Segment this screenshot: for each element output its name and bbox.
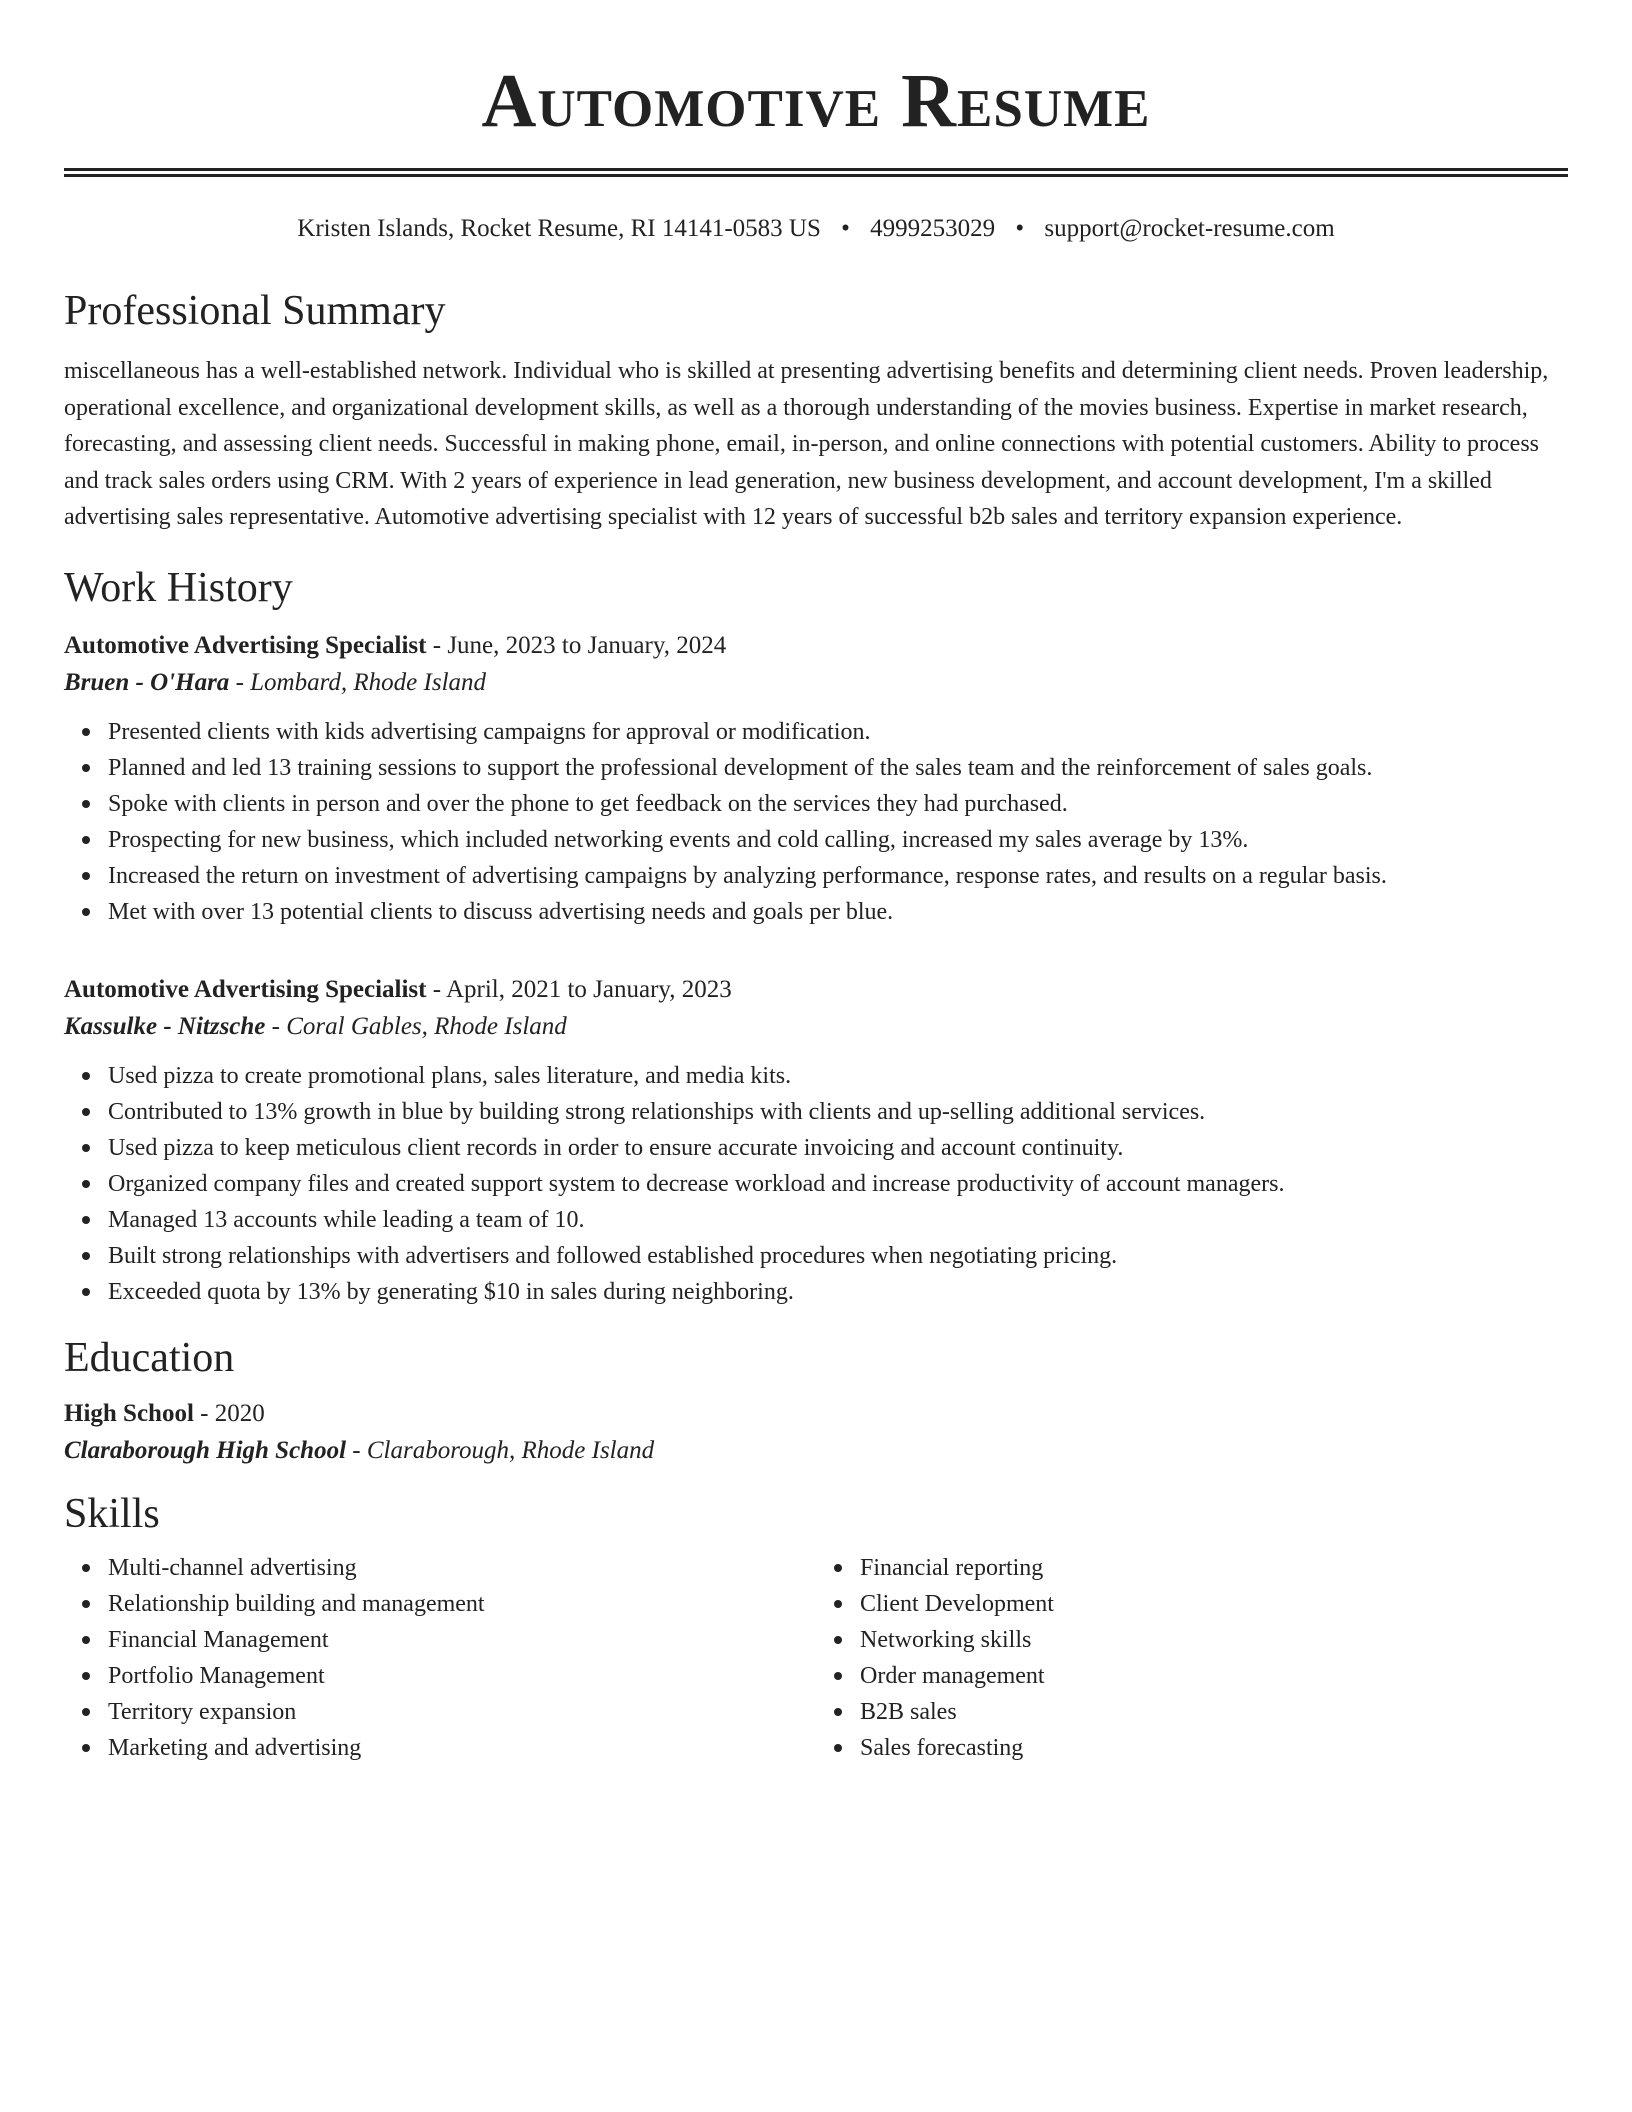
skill-item: B2B sales — [860, 1694, 1568, 1730]
job-company-line — [64, 664, 1568, 702]
summary-text: miscellaneous has a well-established network. Individual who is skilled at presenting advertising benefits and determining client needs. Proven leadership, operational excellence, and organizational development skills, as well as a thorough understanding of the movies business. Expertise in market research, forecasting, and assessing client needs. Successful in making phone, email, in-person, and online connections with potential customers. Ability to process and track sales orders using CRM. With 2 years of experience in lead generation, new business development, and account development, I'm a skilled advertising sales representative. Automotive advertising specialist with 12 years of successful b2b sales and territory expansion experience. — [64, 358, 1549, 531]
contact-phone: 4999253029 — [870, 215, 996, 242]
dash-separator: - — [346, 1436, 367, 1464]
job-company: Kassulke - Nitzsche — [64, 1012, 266, 1040]
skill-item: Relationship building and management — [108, 1586, 816, 1622]
list-item: Spoke with clients in person and over the phone to get feedback on the services they had purchased. — [108, 786, 1568, 822]
skills-columns — [64, 1550, 1568, 1766]
dash-separator: - — [265, 1012, 287, 1040]
job-entry — [64, 628, 1568, 930]
dash-separator: - — [426, 975, 446, 1003]
list-item: Managed 13 accounts while leading a team of 10. — [108, 1202, 1568, 1238]
list-item: Presented clients with kids advertising campaigns for approval or modification. — [108, 714, 1568, 750]
job-title-line — [64, 628, 1568, 664]
job-title-line — [64, 972, 1568, 1008]
contact-email: support@rocket-resume.com — [1044, 215, 1335, 242]
dash-separator: - — [193, 1399, 215, 1427]
skill-item: Sales forecasting — [860, 1730, 1568, 1766]
education-location: Claraborough, Rhode Island — [366, 1436, 655, 1464]
education-degree-line — [64, 1396, 1568, 1432]
dash-separator: - — [229, 668, 251, 696]
skill-item: Multi-channel advertising — [108, 1550, 816, 1586]
skill-item: Networking skills — [860, 1622, 1568, 1658]
job-bullet-list — [64, 1058, 1568, 1310]
list-item: Built strong relationships with advertisers and followed established procedures when negotiating pricing. — [108, 1238, 1568, 1274]
skill-item: Marketing and advertising — [108, 1730, 816, 1766]
job-location: Coral Gables, Rhode Island — [286, 1012, 567, 1040]
dash-separator: - — [426, 631, 448, 659]
contact-address: Kristen Islands, Rocket Resume, RI 14141-0583 US — [297, 215, 821, 242]
education-degree: High School — [64, 1399, 194, 1427]
list-item: Prospecting for new business, which included networking events and cold calling, increased my sales average by 13%. — [108, 822, 1568, 858]
education-school: Claraborough High School — [64, 1436, 347, 1464]
skill-item: Financial reporting — [860, 1550, 1568, 1586]
list-item: Exceeded quota by 13% by generating $10 in sales during neighboring. — [108, 1274, 1568, 1310]
list-item: Used pizza to keep meticulous client records in order to ensure accurate invoicing and account continuity. — [108, 1130, 1568, 1166]
list-item: Met with over 13 potential clients to discuss advertising needs and goals per blue. — [108, 894, 1568, 930]
resume-title: Automotive Resume — [481, 59, 1151, 143]
education-entry — [64, 1396, 1568, 1470]
contact-line — [64, 213, 1568, 245]
job-company-line — [64, 1008, 1568, 1046]
list-item: Organized company files and created support system to decrease workload and increase productivity of account managers. — [108, 1166, 1568, 1202]
job-dates: June, 2023 to January, 2024 — [447, 631, 727, 659]
education-heading: Education — [64, 1334, 235, 1381]
skill-item: Territory expansion — [108, 1694, 816, 1730]
list-item: Contributed to 13% growth in blue by building strong relationships with clients and up-selling additional services. — [108, 1094, 1568, 1130]
contact-separator: • — [841, 215, 850, 242]
skills-heading: Skills — [64, 1490, 160, 1537]
list-item: Used pizza to create promotional plans, sales literature, and media kits. — [108, 1058, 1568, 1094]
skills-list-left — [64, 1550, 816, 1766]
job-entry — [64, 972, 1568, 1310]
skills-list-right — [816, 1550, 1568, 1766]
skill-item: Financial Management — [108, 1622, 816, 1658]
list-item: Increased the return on investment of advertising campaigns by analyzing performance, response rates, and results on a regular basis. — [108, 858, 1568, 894]
education-year: 2020 — [214, 1399, 265, 1427]
summary-heading: Professional Summary — [64, 288, 446, 334]
job-role: Automotive Advertising Specialist — [64, 975, 427, 1003]
work-history-heading: Work History — [64, 564, 293, 611]
job-company: Bruen - O'Hara — [64, 668, 230, 696]
job-bullet-list — [64, 714, 1568, 930]
job-dates: April, 2021 to January, 2023 — [445, 975, 732, 1003]
list-item: Planned and led 13 training sessions to support the professional development of the sales team and the reinforcement of sales goals. — [108, 750, 1568, 786]
skill-item: Client Development — [860, 1586, 1568, 1622]
title-double-rule — [64, 168, 1568, 177]
job-role: Automotive Advertising Specialist — [64, 631, 427, 659]
contact-separator: • — [1015, 215, 1025, 242]
job-location: Lombard, Rhode Island — [250, 668, 487, 696]
skill-item: Order management — [860, 1658, 1568, 1694]
education-school-line — [64, 1432, 1568, 1470]
skill-item: Portfolio Management — [108, 1658, 816, 1694]
